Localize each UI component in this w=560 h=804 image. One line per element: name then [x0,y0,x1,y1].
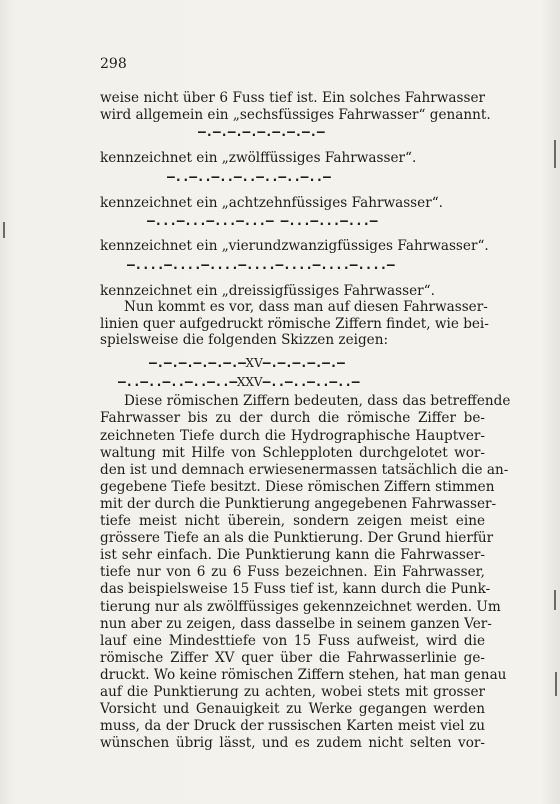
text-line: weise nicht über 6 Fuss tief ist. Ein solches Fahrwasser [100,90,485,106]
text-line: nun aber zu zeigen, dass dasselbe in seinem ganzen Ver- [100,616,492,632]
text-line: kennzeichnet ein „dreissigfüssiges Fahrwasser“. [100,283,435,299]
text-line: gegebene Tiefe besitzt. Diese römischen Ziffern stimmen [100,479,495,495]
text-line: lauf eine Mindesttiefe von 15 Fuss aufweist, wird die [100,633,485,649]
text-line: kennzeichnet ein „vierundzwanzigfüssiges Fahrwasser“. [100,238,489,254]
text-line: Fahrwasser bis zu der durch die römische Ziffer be- [100,410,485,426]
text-line: kennzeichnet ein „achtzehnfüssiges Fahrwasser“. [100,195,443,211]
text-line: tierung nur als zwölffüssiges gekennzeichnet werden. Um [100,599,501,615]
text-line: kennzeichnet ein „zwölffüssiges Fahrwasser“. [100,150,417,166]
roman-numeral-label: XXV [236,375,263,389]
text-line: linien quer aufgedruckt römische Ziffern findet, wie bei- [100,316,489,332]
scan-edge-mark [554,140,556,168]
text-line: Nun kommt es vor, dass man auf diesen Fahrwasser- [124,299,488,315]
text-line: wünschen übrig lässt, und es zudem nicht selten vor- [100,735,485,751]
text-line: römische Ziffer XV quer über die Fahrwasserlinie ge- [100,650,485,666]
text-line: waltung mit Hilfe von Schlepploten durchgelotet wor- [100,445,485,461]
text-line: den ist und demnach erwiesenermassen tatsächlich die an- [100,462,509,478]
scan-edge-mark [554,590,556,610]
scan-edge-mark [3,222,5,238]
legend-pattern-6ft: —.—.—.—.—.—.—.—.— [198,125,325,140]
text-line: spielsweise die folgenden Skizzen zeigen: [100,332,389,348]
text-line: Vorsicht und Genauigkeit zu Werke gegangen werden [100,701,485,717]
example-sketch-xxv [118,371,359,390]
text-line: muss, da der Druck der russischen Karten meist viel zu [100,718,485,734]
sketch-line-right: —..—..—..—..— [262,375,360,390]
sketch-line-left: —..—..—..—..—..— [118,375,237,390]
text-line: tiefe meist nicht überein, sondern zeigen meist eine [100,513,485,529]
sketch-line-right: —.—.—.—.—.— [262,356,345,371]
scan-edge-mark [555,672,557,696]
text-line: druckt. Wo keine römischen Ziffern stehen, hat man genau [100,667,507,683]
text-line: auf die Punktierung zu achten, wobei stets mit grosser [100,684,485,700]
legend-pattern-12ft: —..—..—..—..—..—..—..— [167,170,331,185]
text-line: mit der durch die Punktierung angegebenen Fahrwasser- [100,496,497,512]
text-line: das beispielsweise 15 Fuss tief ist, kann durch die Punk- [100,581,491,597]
text-line: zeichneten Tiefe durch die Hydrographische Hauptver- [100,428,485,444]
roman-numeral-label: XV [245,356,263,370]
legend-pattern-24ft: —....—....—....—....—....—....—....— [127,258,395,273]
sketch-line-left: —.—.—.—.—.—.— [149,356,246,371]
legend-pattern-18ft: —...—...—...—...— —...—...—...— [147,214,378,229]
text-line: ist sehr einfach. Die Punktierung kann die Fahrwasser- [100,547,485,563]
example-sketch-xv [149,352,344,371]
text-line: tiefe nur von 6 zu 6 Fuss bezeichnen. Ein Fahrwasser, [100,564,485,580]
text-line: Diese römischen Ziffern bedeuten, dass das betreffende [124,393,511,409]
text-line: grössere Tiefe an als die Punktierung. Der Grund hierfür [100,530,494,546]
page-number: 298 [100,56,127,72]
text-line: wird allgemein ein „sechsfüssiges Fahrwasser“ genannt. [100,107,491,123]
